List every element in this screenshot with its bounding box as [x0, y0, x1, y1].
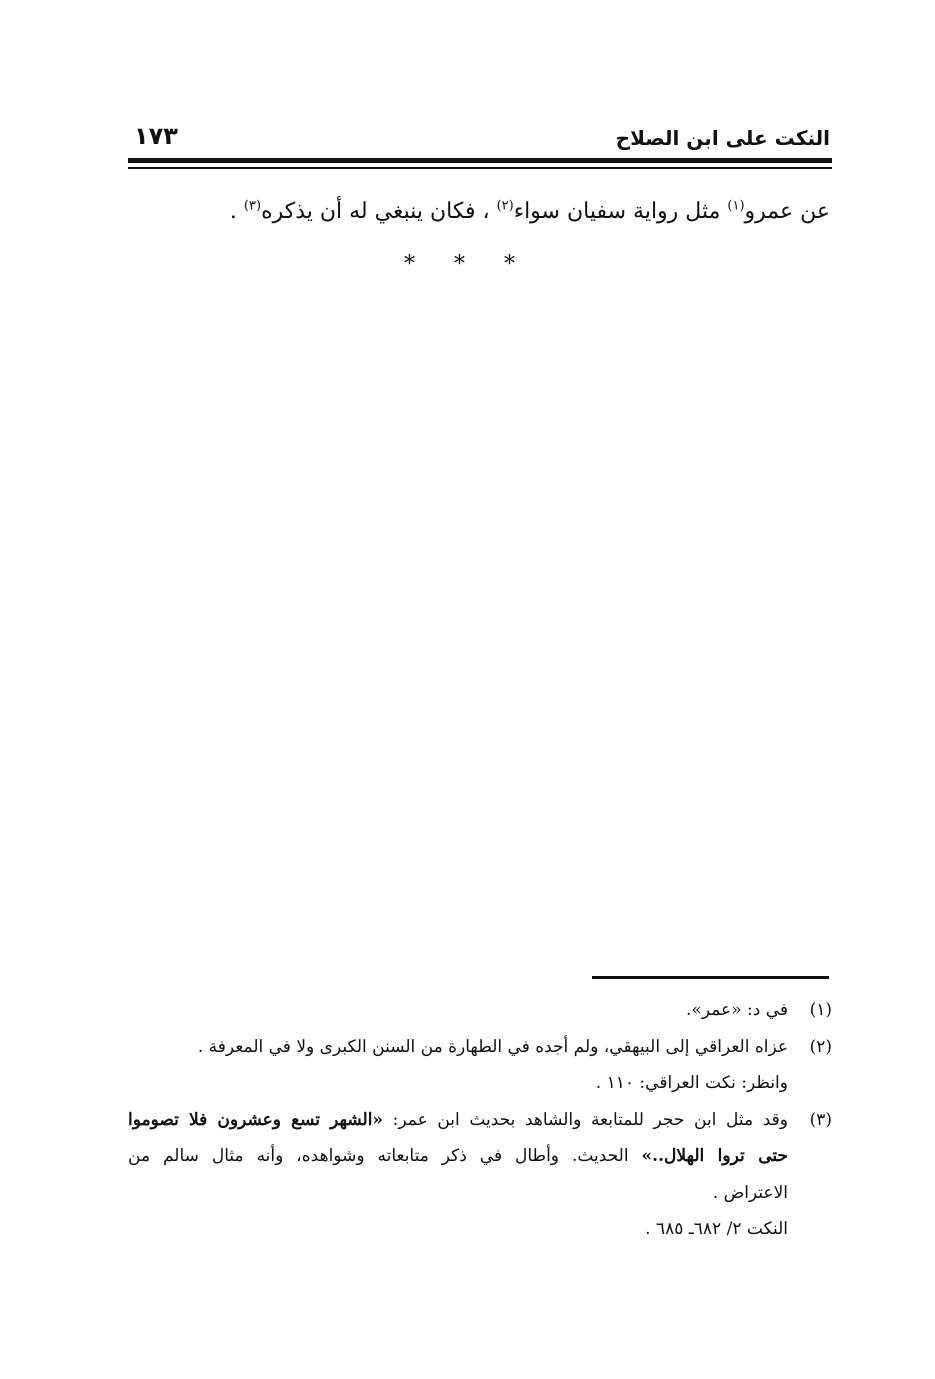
page-number: ١٧٣: [134, 122, 178, 150]
header-rule-thick: [128, 158, 832, 163]
footnote-number: (٢): [809, 1036, 832, 1057]
footnote-ref-2[interactable]: (٢): [496, 198, 514, 214]
footnote-ref-3[interactable]: (٣): [243, 198, 262, 214]
footnote-line: وانظر: نكت العراقي: ١١٠ .: [595, 1073, 788, 1093]
footnote-line: في د: «عمر».: [686, 1000, 788, 1020]
footnote-line: [128, 1102, 788, 1139]
footnote-divider: [592, 976, 829, 979]
main-text-segment: عن عمرو: [744, 199, 830, 224]
footnote-2: [128, 1029, 832, 1102]
footnote-1: [128, 992, 832, 1029]
main-text-segment: ، فكان ينبغي له أن يذكره: [261, 199, 497, 224]
footnote-body: [128, 1102, 788, 1248]
section-separator: * * *: [404, 252, 531, 277]
footnote-text: الحديث. وأطال في ذكر متابعاته وشواهده، وأنه مثال سالم من: [128, 1146, 642, 1166]
footnote-body: [128, 992, 788, 1029]
footnote-line: عزاه العراقي إلى البيهقي، ولم أجده في الطهارة من السنن الكبرى ولا في المعرفة .: [197, 1036, 788, 1057]
footnote-ref-1[interactable]: (١): [727, 198, 745, 214]
running-title: النكت على ابن الصلاح: [615, 126, 830, 150]
main-text-segment: مثل رواية سفيان سواء: [513, 199, 728, 224]
footnote-3: [128, 1102, 832, 1248]
main-text-segment: .: [229, 199, 244, 224]
hadith-quote: حتى تروا الهلال..»: [641, 1146, 788, 1166]
footnote-text: وقد مثل ابن حجر للمتابعة والشاهد بحديث ابن عمر:: [383, 1109, 788, 1130]
footnote-line: الاعتراض .: [712, 1182, 788, 1203]
footnote-number: (١): [809, 1000, 832, 1020]
main-text: [128, 190, 830, 234]
footnote-body: [128, 1029, 788, 1102]
footnote-number: (٣): [809, 1109, 832, 1130]
page-header: [128, 118, 830, 158]
footnote-line: [128, 1138, 788, 1175]
footnotes: [128, 992, 832, 1248]
hadith-quote: «الشهر تسع وعشرون فلا تصوموا: [128, 1109, 384, 1130]
footnote-line: النكت ٢/ ٦٨٢ـ ٦٨٥ .: [645, 1219, 788, 1239]
header-rule-thin: [128, 167, 832, 169]
